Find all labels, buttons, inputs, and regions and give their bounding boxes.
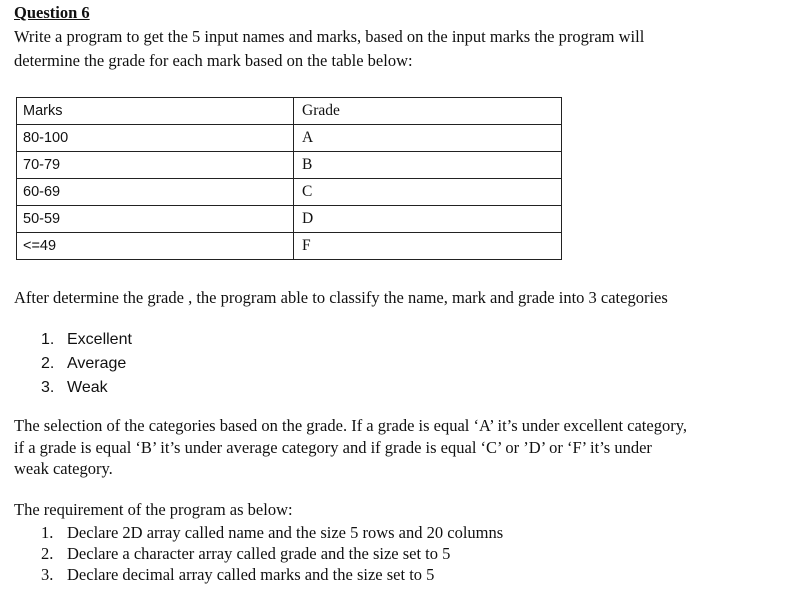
list-number: 1.	[41, 331, 55, 348]
selection-text-line-2: if a grade is equal ‘B’ it’s under average category and if grade is equal ‘C’ or ’D’ or ‘F’ it’s under	[14, 438, 652, 457]
grade-cell: D	[294, 206, 562, 233]
list-number: 1.	[41, 523, 54, 542]
selection-text-line-3: weak category.	[14, 459, 113, 478]
category-label: Excellent	[67, 331, 132, 348]
category-label: Weak	[67, 379, 108, 396]
grade-cell: F	[294, 233, 562, 260]
list-item	[41, 564, 503, 585]
requirement-text: Declare decimal array called marks and the size set to 5	[67, 565, 435, 584]
selection-text-line-1: The selection of the categories based on the grade. If a grade is equal ‘A’ it’s under excellent category,	[14, 416, 688, 435]
list-number: 3.	[41, 379, 55, 396]
category-list	[0, 328, 132, 400]
header-marks: Marks	[17, 98, 294, 125]
requirements-list	[0, 522, 503, 585]
marks-cell: 50-59	[17, 206, 294, 233]
intro-text-line-2: determine the grade for each mark based on the table below:	[14, 51, 413, 70]
requirements-title: The requirement of the program as below:	[14, 500, 293, 519]
category-label: Average	[67, 355, 127, 372]
table-row	[17, 206, 562, 233]
grade-table	[16, 97, 562, 260]
marks-cell: 80-100	[17, 125, 294, 152]
intro-text-line-1: Write a program to get the 5 input names and marks, based on the input marks the program will	[14, 27, 645, 46]
classification-text: After determine the grade , the program able to classify the name, mark and grade into 3 categories	[14, 288, 668, 307]
requirement-text: Declare a character array called grade and the size set to 5	[67, 544, 451, 563]
marks-cell: 70-79	[17, 152, 294, 179]
table-header-row	[17, 98, 562, 125]
requirement-text: Declare 2D array called name and the size 5 rows and 20 columns	[67, 523, 504, 542]
list-number: 2.	[41, 355, 55, 372]
table-row	[17, 179, 562, 206]
header-grade: Grade	[294, 98, 562, 125]
table-row	[17, 152, 562, 179]
grade-cell: B	[294, 152, 562, 179]
list-number: 3.	[41, 565, 54, 584]
grade-cell: A	[294, 125, 562, 152]
list-item	[41, 352, 132, 376]
grade-cell: C	[294, 179, 562, 206]
list-item	[41, 522, 504, 543]
list-number: 2.	[41, 544, 54, 563]
question-title: Question 6	[14, 3, 90, 22]
list-item	[41, 376, 132, 400]
list-item	[41, 328, 132, 352]
table-row	[17, 125, 562, 152]
table-row	[17, 233, 562, 260]
list-item	[41, 543, 503, 564]
marks-cell: <=49	[17, 233, 294, 260]
marks-cell: 60-69	[17, 179, 294, 206]
